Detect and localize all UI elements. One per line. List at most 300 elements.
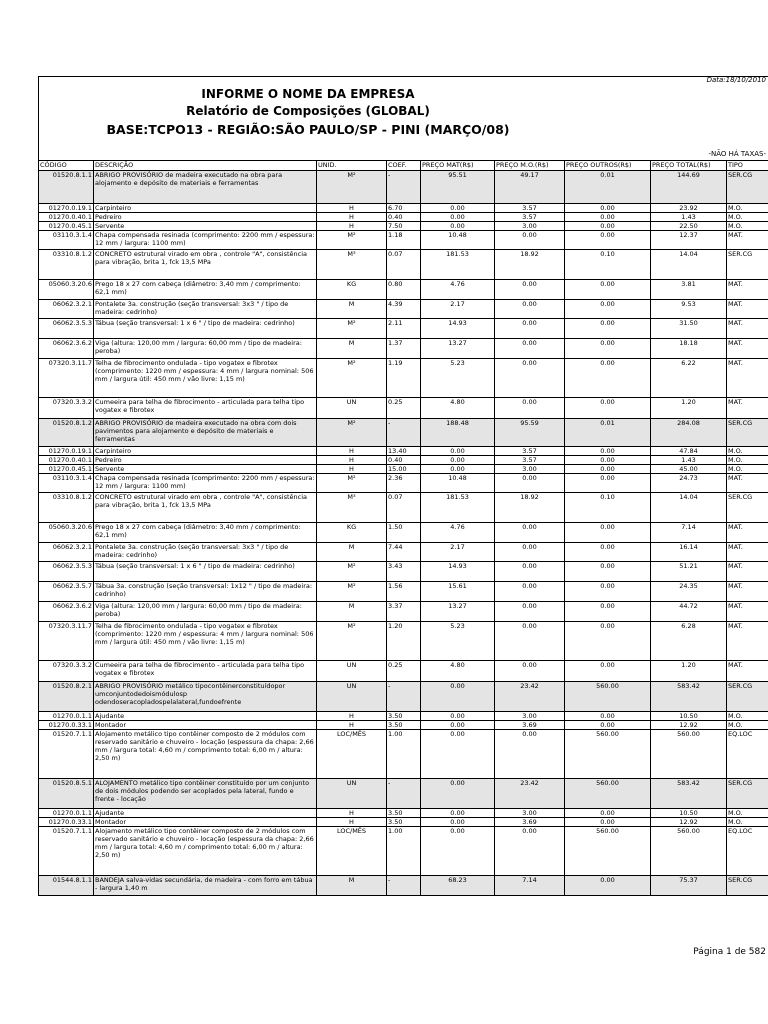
table-cell: 75.37 (651, 876, 727, 896)
item-row (39, 523, 768, 543)
table-cell: M.O. (727, 204, 768, 213)
table-cell: M.O. (727, 818, 768, 827)
table-cell: H (317, 222, 387, 231)
table-cell: 1.43 (651, 213, 727, 222)
table-cell: M.O. (727, 447, 768, 456)
table-cell: 0.00 (565, 602, 651, 622)
table-cell: SER.CG (727, 171, 768, 204)
table-cell: 4.76 (421, 280, 495, 300)
table-cell: Telha de fibrocimento ondulada - tipo vogatex e fibrotex (comprimento: 1220 mm / espessura: 4 mm / largura nominal: 506 mm / largura útil: 450 mm / vão livre: 1,15 m) (94, 622, 317, 661)
table-cell: H (317, 456, 387, 465)
table-cell: M (317, 339, 387, 359)
table-cell: 01270.0.19.1 (39, 204, 94, 213)
item-row (39, 250, 768, 280)
table-cell: Alojamento metálico tipo contêiner composto de 2 módulos com reservado sanitário e chuveiro - locação (espessura da chapa: 2,66 mm / largura total: 4,60 m / comprimento total: 6,00 m / altura: 2,50 m) (94, 730, 317, 779)
table-cell: 14.04 (651, 493, 727, 523)
tax-note: -NÃO HÁ TAXAS- (708, 150, 766, 158)
table-cell: MAT. (727, 602, 768, 622)
table-cell: 95.51 (421, 171, 495, 204)
table-cell: 01270.0.33.1 (39, 818, 94, 827)
table-cell: 0.00 (565, 622, 651, 661)
table-cell: 0.00 (421, 213, 495, 222)
table-cell: 14.93 (421, 319, 495, 339)
table-cell: MAT. (727, 359, 768, 398)
table-cell: - (387, 876, 421, 896)
item-row (39, 818, 768, 827)
table-cell: Tábua (seção transversal: 1 x 6 " / tipo de madeira: cedrinho) (94, 319, 317, 339)
table-cell: M² (317, 231, 387, 250)
table-cell: 10.50 (651, 809, 727, 818)
table-cell: 188.48 (421, 419, 495, 447)
table-cell: 68.23 (421, 876, 495, 896)
item-row (39, 622, 768, 661)
table-cell: H (317, 712, 387, 721)
table-cell: 01270.0.19.1 (39, 447, 94, 456)
table-cell: 0.25 (387, 661, 421, 682)
table-cell: 0.00 (495, 661, 565, 682)
table-cell: 1.56 (387, 582, 421, 602)
table-cell: - (387, 171, 421, 204)
table-cell: 07320.3.3.2 (39, 398, 94, 419)
table-cell: 47.84 (651, 447, 727, 456)
table-cell: 18.18 (651, 339, 727, 359)
table-cell: 03310.8.1.2 (39, 250, 94, 280)
table-cell: 0.01 (565, 419, 651, 447)
table-cell: 0.00 (421, 809, 495, 818)
table-cell: SER.CG (727, 250, 768, 280)
table-cell: 1.20 (651, 398, 727, 419)
table-cell: M² (317, 319, 387, 339)
table-cell: M.O. (727, 456, 768, 465)
table-cell: 7.14 (651, 523, 727, 543)
table-cell: 14.93 (421, 562, 495, 582)
table-cell: Montador (94, 721, 317, 730)
table-cell: 01520.8.2.1 (39, 682, 94, 712)
table-cell: 01520.7.1.1 (39, 730, 94, 779)
table-cell: 03110.3.1.4 (39, 474, 94, 493)
table-cell: 0.00 (495, 543, 565, 562)
table-cell: Ajudante (94, 809, 317, 818)
table-cell: 0.00 (565, 661, 651, 682)
item-row (39, 827, 768, 876)
table-cell: 6.22 (651, 359, 727, 398)
table-cell: 0.00 (565, 474, 651, 493)
table-cell: 22.50 (651, 222, 727, 231)
table-cell: 0.00 (565, 465, 651, 474)
table-cell: M² (317, 359, 387, 398)
table-cell: 3.57 (495, 456, 565, 465)
table-cell: 1.37 (387, 339, 421, 359)
table-cell: 0.00 (495, 280, 565, 300)
item-row (39, 213, 768, 222)
table-cell: MAT. (727, 661, 768, 682)
table-cell: 181.53 (421, 493, 495, 523)
table-cell: 03310.8.1.2 (39, 493, 94, 523)
table-cell: 0.00 (495, 231, 565, 250)
table-cell: 0.00 (421, 827, 495, 876)
table-cell: BANDEJA salva-vidas secundária, de madeira - com forro em tábua - largura 1,40 m (94, 876, 317, 896)
table-cell: 560.00 (565, 779, 651, 809)
item-row (39, 204, 768, 213)
base-info: BASE:TCPO13 - REGIÃO:SÃO PAULO/SP - PINI (MARÇO/08) (106, 122, 510, 137)
table-cell: 3.50 (387, 712, 421, 721)
table-cell: 07320.3.11.7 (39, 359, 94, 398)
table-cell: 0.00 (495, 474, 565, 493)
table-cell: 10.48 (421, 474, 495, 493)
table-cell: LOC/MÊS (317, 730, 387, 779)
table-cell: MAT. (727, 582, 768, 602)
table-cell: 0.10 (565, 493, 651, 523)
item-row (39, 602, 768, 622)
table-cell: 0.00 (421, 721, 495, 730)
table-cell: 0.00 (421, 456, 495, 465)
table-cell: 181.53 (421, 250, 495, 280)
table-cell: 13.27 (421, 602, 495, 622)
report-date: Data:18/10/2010 (706, 76, 766, 84)
table-cell: 144.69 (651, 171, 727, 204)
table-cell: SER.CG (727, 682, 768, 712)
item-row (39, 222, 768, 231)
table-cell: 01520.8.1.1 (39, 171, 94, 204)
table-cell: M.O. (727, 465, 768, 474)
table-cell: 0.25 (387, 398, 421, 419)
item-row (39, 582, 768, 602)
table-cell: 0.00 (565, 231, 651, 250)
table-cell: Prego 18 x 27 com cabeça (diâmetro: 3,40 mm / comprimento: 62,1 mm) (94, 280, 317, 300)
table-cell: 3.57 (495, 447, 565, 456)
table-cell: 0.00 (565, 447, 651, 456)
table-cell: 0.80 (387, 280, 421, 300)
table-cell: MAT. (727, 562, 768, 582)
table-cell: UN (317, 682, 387, 712)
table-cell: 0.00 (421, 818, 495, 827)
table-cell: H (317, 213, 387, 222)
table-cell: 3.81 (651, 280, 727, 300)
table-cell: 06062.3.2.1 (39, 300, 94, 319)
item-row (39, 339, 768, 359)
table-cell: 4.80 (421, 661, 495, 682)
table-cell: M² (317, 419, 387, 447)
table-cell: 0.00 (421, 779, 495, 809)
table-cell: 1.18 (387, 231, 421, 250)
table-cell: EQ.LOC (727, 827, 768, 876)
table-cell: 3.69 (495, 818, 565, 827)
item-row (39, 543, 768, 562)
composition-row (39, 876, 768, 896)
table-cell: 0.00 (565, 818, 651, 827)
item-row (39, 809, 768, 818)
table-cell: 0.00 (565, 204, 651, 213)
compositions-table (38, 160, 768, 896)
table-cell: 1.19 (387, 359, 421, 398)
table-cell: CONCRETO estrutural virado em obra , controle "A", consistência para vibração, brita 1, fck 13,5 MPa (94, 250, 317, 280)
table-cell: 3.50 (387, 818, 421, 827)
table-cell: 1.43 (651, 456, 727, 465)
table-cell: 2.17 (421, 543, 495, 562)
table-cell: 0.00 (495, 562, 565, 582)
item-row (39, 474, 768, 493)
table-cell: 560.00 (565, 827, 651, 876)
table-cell: Alojamento metálico tipo contêiner composto de 2 módulos com reservado sanitário e chuveiro - locação (espessura da chapa: 2,66 mm / largura total: 4,60 m / comprimento total: 6,00 m / altura: 2,50 m) (94, 827, 317, 876)
table-cell: 7.14 (495, 876, 565, 896)
table-cell: 583.42 (651, 779, 727, 809)
table-cell: 3.00 (495, 222, 565, 231)
table-cell: 4.76 (421, 523, 495, 543)
table-cell: SER.CG (727, 876, 768, 896)
composition-row (39, 682, 768, 712)
column-header: PREÇO TOTAL(R$) (651, 161, 727, 171)
table-cell: 06062.3.5.7 (39, 582, 94, 602)
table-cell: Servente (94, 465, 317, 474)
table-cell: 23.42 (495, 682, 565, 712)
table-cell: Tábua 3a. construção (seção transversal: 1x12 " / tipo de madeira: cedrinho) (94, 582, 317, 602)
table-cell: 06062.3.5.3 (39, 319, 94, 339)
table-cell: 07320.3.3.2 (39, 661, 94, 682)
table-cell: 0.01 (565, 171, 651, 204)
table-cell: 1.50 (387, 523, 421, 543)
table-cell: M² (317, 582, 387, 602)
table-cell: 13.40 (387, 447, 421, 456)
composition-row (39, 419, 768, 447)
table-cell: 560.00 (651, 827, 727, 876)
table-cell: - (387, 682, 421, 712)
table-cell: 0.00 (565, 280, 651, 300)
table-cell: 0.00 (421, 222, 495, 231)
table-cell: Chapa compensada resinada (comprimento: 2200 mm / espessura: 12 mm / largura: 1100 mm) (94, 231, 317, 250)
table-cell: 5.23 (421, 622, 495, 661)
table-cell: 6.28 (651, 622, 727, 661)
table-cell: 01520.8.5.1 (39, 779, 94, 809)
table-cell: 12.37 (651, 231, 727, 250)
table-cell: 05060.3.20.6 (39, 280, 94, 300)
table-cell: 95.59 (495, 419, 565, 447)
composition-row (39, 779, 768, 809)
item-row (39, 231, 768, 250)
table-cell: 51.21 (651, 562, 727, 582)
table-cell: 12.92 (651, 818, 727, 827)
table-cell: 0.00 (421, 447, 495, 456)
item-row (39, 721, 768, 730)
table-cell: 3.00 (495, 809, 565, 818)
item-row (39, 465, 768, 474)
table-cell: 0.00 (495, 730, 565, 779)
table-body (39, 171, 768, 896)
table-cell: 0.40 (387, 456, 421, 465)
table-cell: 06062.3.6.2 (39, 339, 94, 359)
table-cell: M.O. (727, 809, 768, 818)
item-row (39, 730, 768, 779)
table-cell: MAT. (727, 280, 768, 300)
table-cell: H (317, 809, 387, 818)
table-cell: 1.00 (387, 827, 421, 876)
table-cell: 3.57 (495, 213, 565, 222)
table-cell: 14.04 (651, 250, 727, 280)
table-cell: H (317, 204, 387, 213)
table-cell: 9.53 (651, 300, 727, 319)
table-cell: 0.00 (565, 398, 651, 419)
table-cell: 0.00 (421, 682, 495, 712)
column-header: CÓDIGO (39, 161, 94, 171)
table-cell: 15.00 (387, 465, 421, 474)
table-cell: 01270.0.40.1 (39, 456, 94, 465)
table-cell: M.O. (727, 222, 768, 231)
table-cell: Montador (94, 818, 317, 827)
table-cell: EQ.LOC (727, 730, 768, 779)
table-cell: 0.00 (495, 319, 565, 339)
table-cell: 16.14 (651, 543, 727, 562)
table-cell: CONCRETO estrutural virado em obra , controle "A", consistência para vibração, brita 1, fck 13,5 MPa (94, 493, 317, 523)
column-header: PREÇO OUTROS(R$) (565, 161, 651, 171)
table-cell: 05060.3.20.6 (39, 523, 94, 543)
table-cell: Cumeeira para telha de fibrocimento - articulada para telha tipo vogatex e fibrotex (94, 398, 317, 419)
table-cell: 0.00 (421, 465, 495, 474)
table-cell: 24.73 (651, 474, 727, 493)
table-cell: M (317, 876, 387, 896)
table-cell: 0.00 (565, 582, 651, 602)
table-cell: Carpinteiro (94, 204, 317, 213)
item-row (39, 493, 768, 523)
table-cell: 0.00 (495, 602, 565, 622)
table-cell: 01270.0.40.1 (39, 213, 94, 222)
table-cell: SER.CG (727, 493, 768, 523)
table-cell: 0.00 (495, 359, 565, 398)
table-cell: 6.70 (387, 204, 421, 213)
table-cell: Ajudante (94, 712, 317, 721)
table-cell: Viga (altura: 120,00 mm / largura: 60,00 mm / tipo de madeira: peroba) (94, 602, 317, 622)
table-header (39, 161, 768, 171)
table-cell: 3.69 (495, 721, 565, 730)
table-cell: UN (317, 398, 387, 419)
table-cell: MAT. (727, 231, 768, 250)
column-header: TIPO (727, 161, 768, 171)
table-cell: - (387, 779, 421, 809)
table-cell: 7.50 (387, 222, 421, 231)
table-cell: 06062.3.6.2 (39, 602, 94, 622)
table-cell: 06062.3.2.1 (39, 543, 94, 562)
table-cell: 0.00 (495, 300, 565, 319)
table-cell: 01270.0.1.1 (39, 809, 94, 818)
item-row (39, 398, 768, 419)
table-cell: 2.17 (421, 300, 495, 319)
table-cell: 0.00 (565, 809, 651, 818)
item-row (39, 447, 768, 456)
table-cell: 0.00 (495, 622, 565, 661)
item-row (39, 661, 768, 682)
table-cell: 0.00 (565, 300, 651, 319)
page-number: Página 1 de 582 (693, 947, 766, 957)
table-cell: 0.07 (387, 493, 421, 523)
table-cell: 0.07 (387, 250, 421, 280)
table-cell: 01520.7.1.1 (39, 827, 94, 876)
table-cell: Cumeeira para telha de fibrocimento - articulada para telha tipo vogatex e fibrotex (94, 661, 317, 682)
table-cell: 583.42 (651, 682, 727, 712)
table-cell: 01520.8.1.2 (39, 419, 94, 447)
table-cell: 23.92 (651, 204, 727, 213)
table-cell: 4.39 (387, 300, 421, 319)
table-cell: 3.57 (495, 204, 565, 213)
table-cell: M² (317, 171, 387, 204)
table-cell: 10.48 (421, 231, 495, 250)
item-row (39, 712, 768, 721)
table-cell: ABRIGO PROVISÓRIO de madeira executado na obra com dois pavimentos para alojamento e depósito de materiais e ferramentas (94, 419, 317, 447)
table-cell: M.O. (727, 721, 768, 730)
table-cell: MAT. (727, 523, 768, 543)
table-cell: 03110.3.1.4 (39, 231, 94, 250)
table-cell: 0.00 (421, 730, 495, 779)
table-cell: 0.00 (495, 523, 565, 543)
table-cell: MAT. (727, 474, 768, 493)
table-cell: 560.00 (651, 730, 727, 779)
table-cell: 44.72 (651, 602, 727, 622)
column-header: DESCRIÇÃO (94, 161, 317, 171)
item-row (39, 319, 768, 339)
table-cell: 0.00 (495, 398, 565, 419)
table-cell: 0.00 (565, 562, 651, 582)
table-cell: 0.10 (565, 250, 651, 280)
table-cell: 0.00 (495, 339, 565, 359)
column-header: PREÇO MAT(R$) (421, 161, 495, 171)
table-cell: Prego 18 x 27 com cabeça (diâmetro: 3,40 mm / comprimento: 62,1 mm) (94, 523, 317, 543)
table-cell: M² (317, 474, 387, 493)
table-cell: MAT. (727, 543, 768, 562)
table-cell: 0.00 (565, 339, 651, 359)
table-cell: 18.92 (495, 250, 565, 280)
table-cell: 0.00 (421, 204, 495, 213)
item-row (39, 456, 768, 465)
composition-row (39, 171, 768, 204)
table-cell: MAT. (727, 398, 768, 419)
table-cell: M (317, 543, 387, 562)
table-cell: 0.00 (565, 543, 651, 562)
table-cell: Tábua (seção transversal: 1 x 6 " / tipo de madeira: cedrinho) (94, 562, 317, 582)
table-cell: 24.35 (651, 582, 727, 602)
table-cell: 3.50 (387, 721, 421, 730)
table-cell: 0.00 (421, 712, 495, 721)
table-cell: 1.00 (387, 730, 421, 779)
table-cell: MAT. (727, 622, 768, 661)
table-cell: M³ (317, 493, 387, 523)
table-cell: 4.80 (421, 398, 495, 419)
table-cell: 0.00 (565, 456, 651, 465)
table-cell: Servente (94, 222, 317, 231)
table-cell: M (317, 300, 387, 319)
table-cell: 2.11 (387, 319, 421, 339)
table-cell: 0.00 (495, 827, 565, 876)
table-cell: 7.44 (387, 543, 421, 562)
table-cell: Telha de fibrocimento ondulada - tipo vogatex e fibrotex (comprimento: 1220 mm / espessura: 4 mm / largura nominal: 506 mm / largura útil: 450 mm / vão livre: 1,15 m) (94, 359, 317, 398)
table-cell: 0.00 (565, 319, 651, 339)
item-row (39, 359, 768, 398)
table-cell: 2.36 (387, 474, 421, 493)
table-cell: 0.00 (565, 213, 651, 222)
table-cell: Pedreiro (94, 213, 317, 222)
table-cell: UN (317, 661, 387, 682)
table-cell: 284.08 (651, 419, 727, 447)
table-cell: MAT. (727, 300, 768, 319)
table-cell: 0.40 (387, 213, 421, 222)
table-cell: 01270.0.45.1 (39, 222, 94, 231)
table-cell: H (317, 465, 387, 474)
table-cell: - (387, 419, 421, 447)
table-cell: Viga (altura: 120,00 mm / largura: 60,00 mm / tipo de madeira: peroba) (94, 339, 317, 359)
table-cell: Carpinteiro (94, 447, 317, 456)
table-cell: 45.00 (651, 465, 727, 474)
table-cell: 07320.3.11.7 (39, 622, 94, 661)
table-cell: 23.42 (495, 779, 565, 809)
item-row (39, 562, 768, 582)
table-cell: H (317, 447, 387, 456)
table-cell: 10.50 (651, 712, 727, 721)
